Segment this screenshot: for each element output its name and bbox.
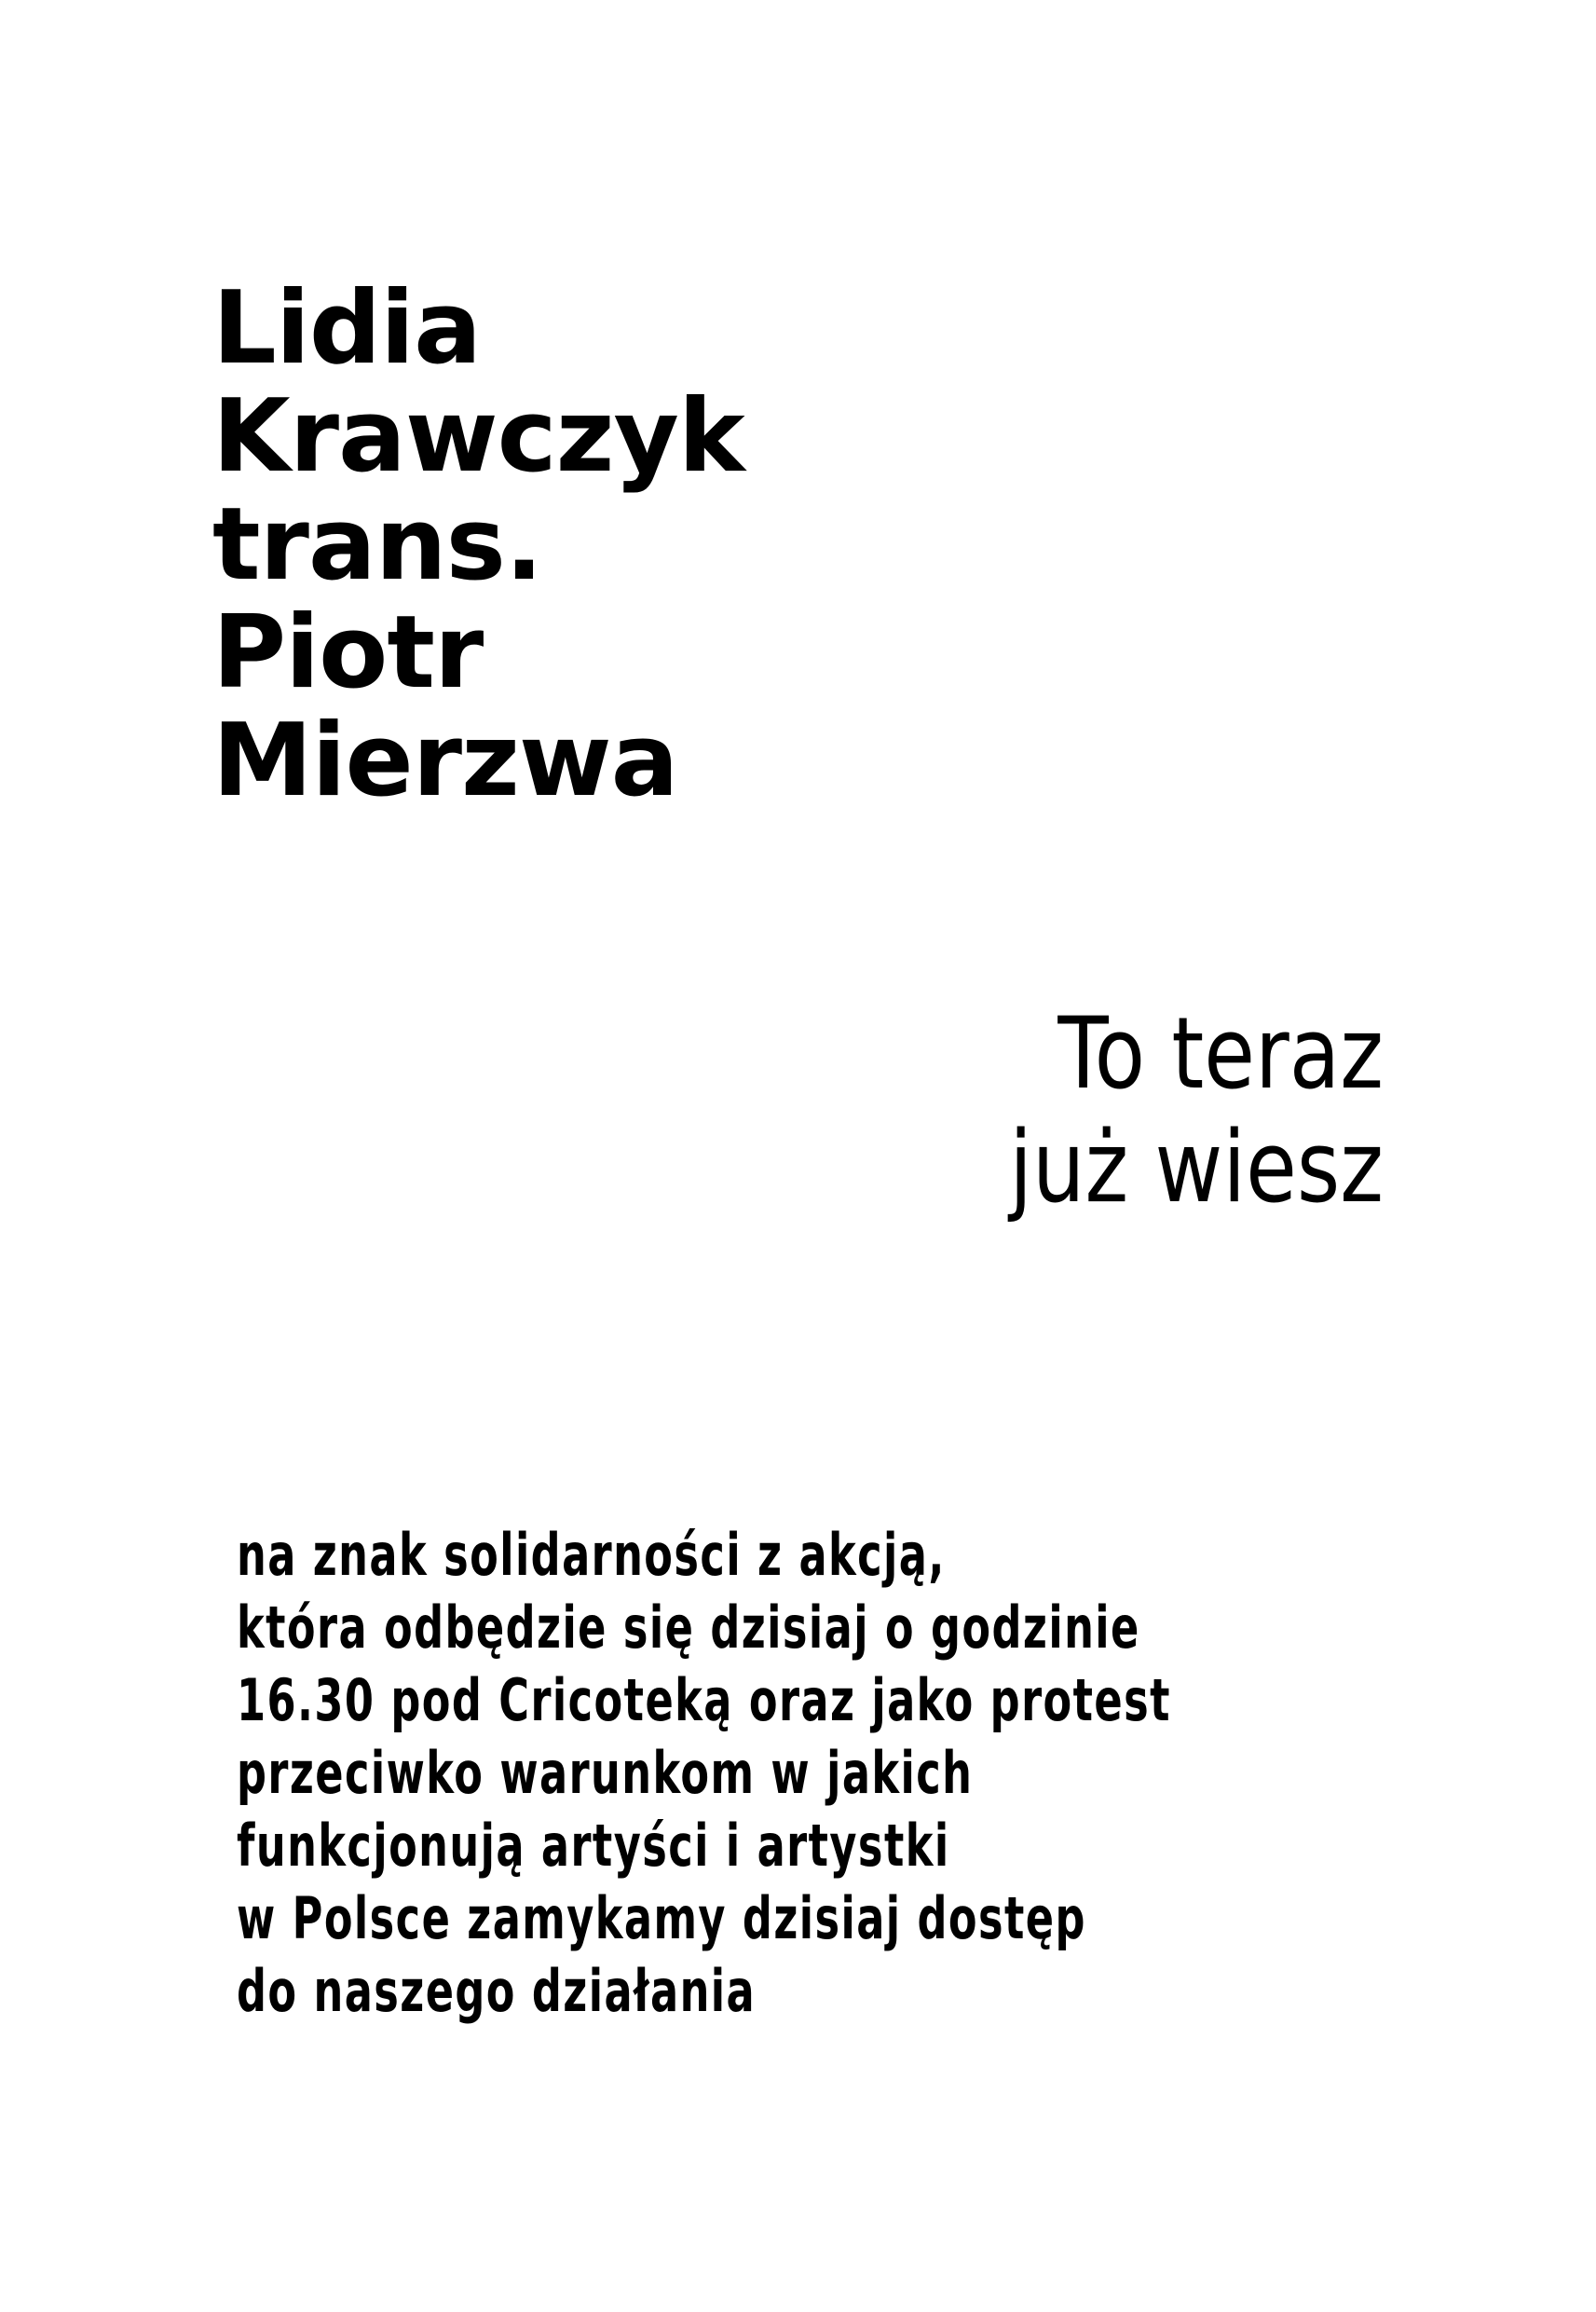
statement-line: funkcjonują artyści i artystki — [237, 1812, 950, 1880]
statement-line: do naszego działania — [237, 1957, 757, 2025]
title-line: już wiesz — [1009, 1110, 1384, 1224]
translator-name-line: Piotr — [212, 595, 484, 711]
author-name-line: Lidia — [212, 270, 482, 387]
title-line: To teraz — [1057, 996, 1384, 1111]
statement-line: przeciwko warunkom w jakich — [237, 1739, 974, 1807]
statement-line: która odbędzie się dzisiaj o godzinie — [237, 1594, 1140, 1662]
translator-name-line: Mierzwa — [212, 703, 678, 819]
statement-line: w Polsce zamykamy dzisiaj dostęp — [237, 1884, 1086, 1952]
statement-line: na znak solidarności z akcją, — [237, 1521, 946, 1589]
protest-statement — [237, 1519, 1176, 2028]
translator-label-line: trans. — [212, 486, 542, 603]
authors-block — [212, 270, 958, 819]
author-name-line: Krawczyk — [212, 378, 744, 495]
page-title — [836, 997, 1384, 1224]
statement-line: 16.30 pod Cricoteką oraz jako protest — [237, 1666, 1171, 1734]
